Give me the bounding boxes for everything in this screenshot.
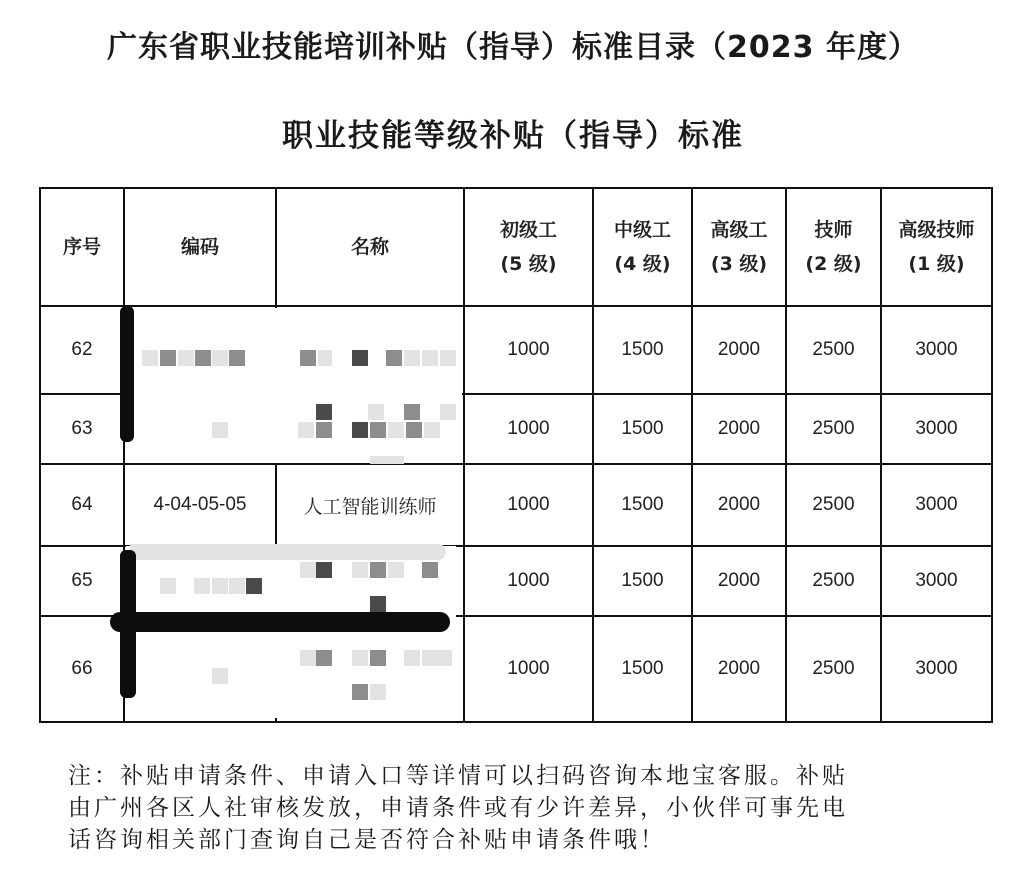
header-level5 xyxy=(464,188,593,306)
header-code: 编码 xyxy=(124,188,276,306)
row-name: 人工智能训练师 xyxy=(276,464,464,546)
row-level2-value: 2500 xyxy=(786,616,881,722)
table-title: 职业技能等级补贴（指导）标准 xyxy=(282,118,744,154)
footnote-line-1: 注：补贴申请条件、申请入口等详情可以扫码咨询本地宝客服。补贴 xyxy=(68,763,848,789)
row-level3-value: 2000 xyxy=(692,616,786,722)
table-row xyxy=(40,464,992,546)
row-level5-value: 1000 xyxy=(464,306,593,394)
header-level2-title: 技师 xyxy=(814,219,853,241)
row-level3-value: 2000 xyxy=(692,306,786,394)
header-level3 xyxy=(692,188,786,306)
row-level2-value: 2500 xyxy=(786,546,881,616)
row-index: 64 xyxy=(40,464,124,546)
table-header-row xyxy=(40,188,992,306)
header-level4-grade: (4 级) xyxy=(614,253,671,275)
row-level3-value: 2000 xyxy=(692,394,786,464)
row-code: 4-04-05-05 xyxy=(124,464,276,546)
row-level4-value: 1500 xyxy=(593,394,692,464)
row-level2-value: 2500 xyxy=(786,464,881,546)
header-name: 名称 xyxy=(276,188,464,306)
row-level4-value: 1500 xyxy=(593,464,692,546)
document-title: 广东省职业技能培训补贴（指导）标准目录（2023 年度） xyxy=(107,30,919,65)
header-index: 序号 xyxy=(40,188,124,306)
row-level5-value: 1000 xyxy=(464,616,593,722)
header-level5-grade: (5 级) xyxy=(500,253,557,275)
header-level1-grade: (1 级) xyxy=(908,253,965,275)
row-index: 62 xyxy=(40,306,124,394)
header-level2-grade: (2 级) xyxy=(805,253,862,275)
row-level4-value: 1500 xyxy=(593,306,692,394)
row-level5-value: 1000 xyxy=(464,464,593,546)
footnote-line-2: 由广州各区人社审核发放，申请条件或有少许差异，小伙伴可事先电 xyxy=(68,795,848,821)
header-level5-title: 初级工 xyxy=(499,219,557,241)
row-level3-value: 2000 xyxy=(692,464,786,546)
row-level1-value: 3000 xyxy=(881,464,992,546)
header-level3-title: 高级工 xyxy=(710,219,768,241)
row-index: 66 xyxy=(40,616,124,722)
row-index: 63 xyxy=(40,394,124,464)
row-level1-value: 3000 xyxy=(881,616,992,722)
row-level3-value: 2000 xyxy=(692,546,786,616)
header-level4-title: 中级工 xyxy=(613,219,671,241)
row-level4-value: 1500 xyxy=(593,546,692,616)
header-level4 xyxy=(593,188,692,306)
footnote-line-3: 话咨询相关部门查询自己是否符合补贴申请条件哦！ xyxy=(68,827,666,853)
row-level2-value: 2500 xyxy=(786,306,881,394)
row-level5-value: 1000 xyxy=(464,546,593,616)
row-level1-value: 3000 xyxy=(881,546,992,616)
row-level5-value: 1000 xyxy=(464,394,593,464)
header-level1 xyxy=(881,188,992,306)
header-level1-title: 高级技师 xyxy=(898,219,975,241)
header-level2 xyxy=(786,188,881,306)
row-level1-value: 3000 xyxy=(881,394,992,464)
header-level3-grade: (3 级) xyxy=(710,253,768,275)
footnote xyxy=(68,760,968,856)
row-index: 65 xyxy=(40,546,124,616)
row-level2-value: 2500 xyxy=(786,394,881,464)
row-level4-value: 1500 xyxy=(593,616,692,722)
row-level1-value: 3000 xyxy=(881,306,992,394)
